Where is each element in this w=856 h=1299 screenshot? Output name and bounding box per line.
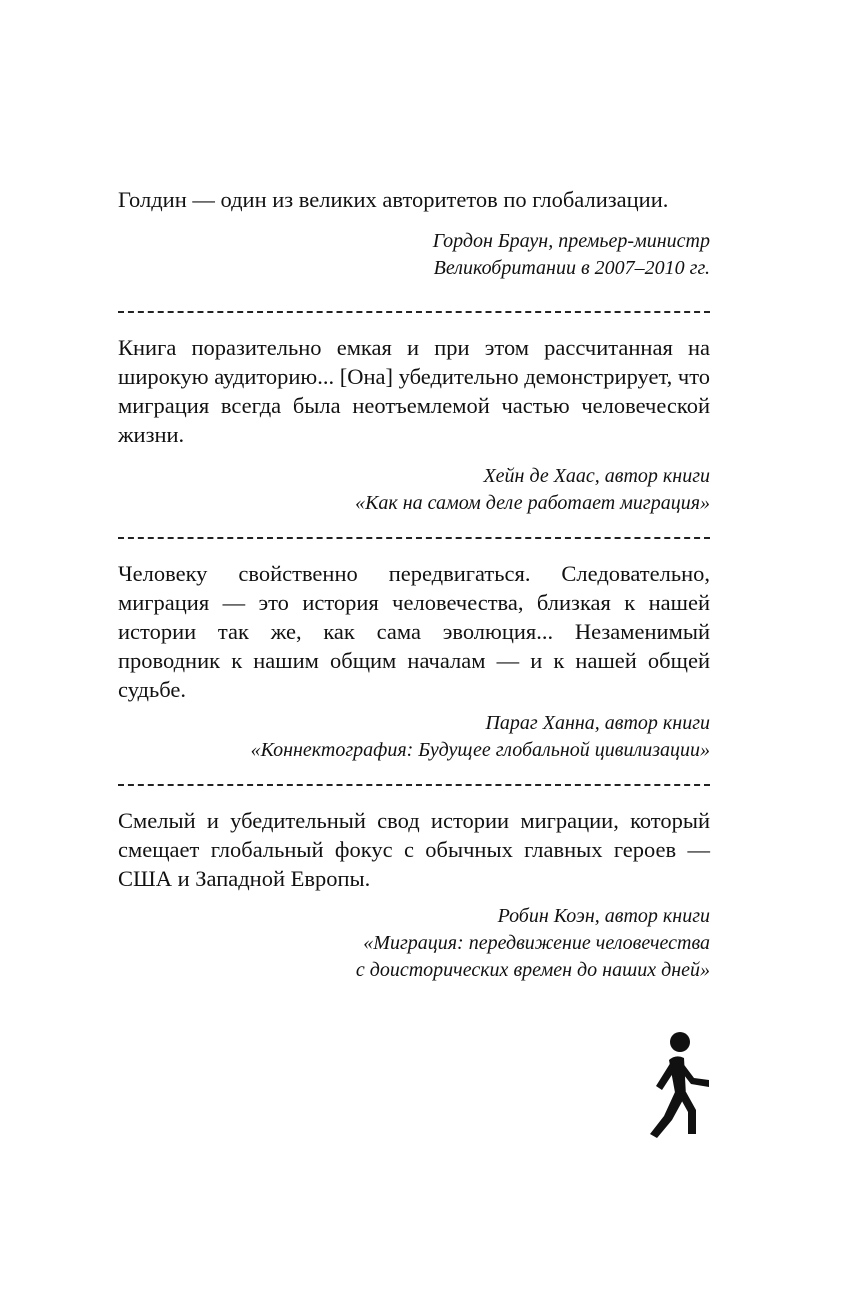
blurbs-column — [118, 185, 710, 984]
blurb-3-quote: Человеку свойственно передвигаться. Следовательно, миграция — это история человечества, близкая к нашей истории так же, как сама эволюция... Незаменимый проводник к нашим общим началам — и к нашей общей судьбе. — [118, 561, 710, 702]
blurb-2-attribution — [118, 463, 710, 517]
blurb-3-attribution — [118, 710, 710, 764]
blurb-4-quote: Смелый и убедительный свод истории миграции, который смещает глобальный фокус с обычных главных героев — США и Западной Европы. — [118, 808, 710, 891]
walking-person-icon — [642, 1030, 714, 1138]
blurb-2-quote: Книга поразительно емкая и при этом рассчитанная на широкую аудиторию... [Она] убедительно демонстрирует, что миграция всегда была неотъемлемой частью человеческой жизни. — [118, 335, 710, 447]
divider-1 — [118, 311, 710, 313]
blurb-3 — [118, 559, 710, 764]
blurb-1-author: Гордон Браун, премьер-министр — [432, 230, 710, 252]
blurb-4-book-subtitle: с доисторических времен до наших дней» — [355, 959, 710, 981]
blurb-3-author: Параг Ханна, автор книги — [485, 712, 710, 734]
blurb-3-book-title: «Коннектография: Будущее глобальной цивилизации» — [250, 739, 710, 761]
blurb-1-author-detail: Великобритании в 2007–2010 гг. — [433, 257, 710, 279]
blurb-4-author: Робин Коэн, автор книги — [497, 905, 710, 927]
divider-3 — [118, 784, 710, 786]
blurb-2-book-title: «Как на самом деле работает миграция» — [355, 492, 710, 514]
blurb-2 — [118, 333, 710, 517]
blurb-4 — [118, 806, 710, 984]
blurb-4-book-title: «Миграция: передвижение человечества — [363, 932, 710, 954]
blurb-1-quote: Голдин — один из великих авторитетов по глобализации. — [118, 187, 669, 212]
blurb-1 — [118, 185, 710, 282]
blurb-2-author: Хейн де Хаас, автор книги — [483, 465, 710, 487]
blurb-4-attribution — [118, 903, 710, 984]
blurb-1-attribution — [118, 228, 710, 282]
divider-2 — [118, 537, 710, 539]
